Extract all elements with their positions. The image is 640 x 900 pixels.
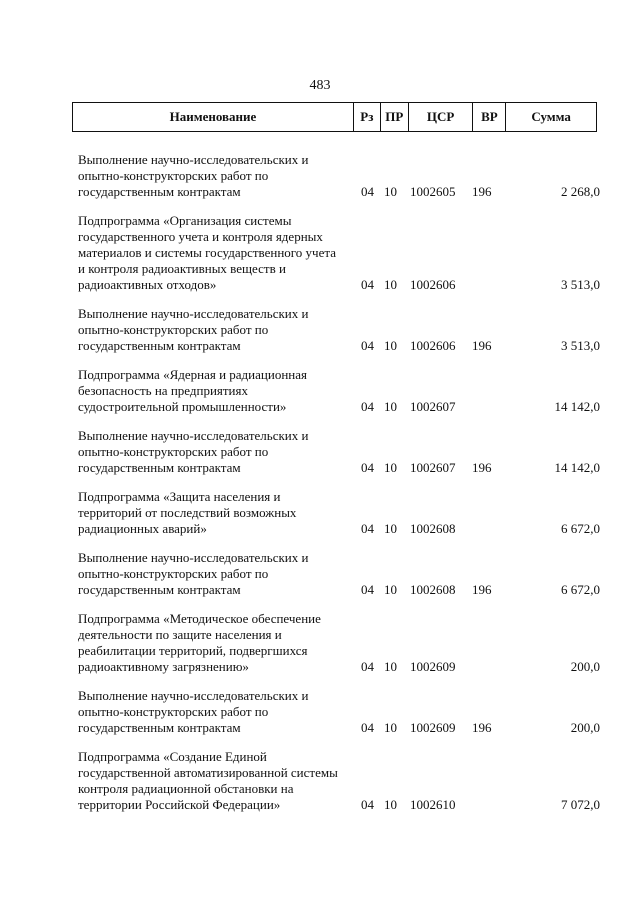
row-codes xyxy=(78,460,600,476)
row-rz: 04 xyxy=(361,399,374,414)
row-csr: 1002607 xyxy=(410,399,456,414)
row-name: Выполнение научно-исследовательских и опытно-конструкторских работ по государственным контрактам xyxy=(78,152,309,199)
row-codes xyxy=(78,521,600,537)
row-csr: 1002608 xyxy=(410,582,456,597)
row-rz: 04 xyxy=(361,582,374,597)
row-rz: 04 xyxy=(361,659,374,674)
row-pr: 10 xyxy=(384,582,397,597)
table-row xyxy=(78,611,600,675)
row-name: Подпрограмма «Защита населения и территорий от последствий возможных радиационных аварий» xyxy=(78,489,297,536)
row-rz: 04 xyxy=(361,521,374,536)
row-csr: 1002608 xyxy=(410,521,456,536)
row-pr: 10 xyxy=(384,720,397,735)
table-row xyxy=(78,152,600,200)
row-pr: 10 xyxy=(384,184,397,199)
table-row xyxy=(78,306,600,354)
row-codes xyxy=(78,582,600,598)
table-body xyxy=(78,152,600,826)
row-pr: 10 xyxy=(384,338,397,353)
table-row xyxy=(78,428,600,476)
row-sum: 6 672,0 xyxy=(561,582,600,597)
row-csr: 1002609 xyxy=(410,659,456,674)
table-row xyxy=(78,688,600,736)
row-name: Выполнение научно-исследовательских и опытно-конструкторских работ по государственным контрактам xyxy=(78,550,309,597)
row-rz: 04 xyxy=(361,184,374,199)
row-codes xyxy=(78,338,600,354)
row-sum: 2 268,0 xyxy=(561,184,600,199)
row-name: Подпрограмма «Методическое обеспечение деятельности по защите населения и реабилитации территорий, подвергшихся радиоактивному загрязнению» xyxy=(78,611,321,674)
row-csr: 1002606 xyxy=(410,277,456,292)
row-vr: 196 xyxy=(472,582,492,597)
row-sum: 14 142,0 xyxy=(554,399,600,414)
header-vr: ВР xyxy=(473,103,506,131)
row-sum: 7 072,0 xyxy=(561,797,600,812)
row-codes xyxy=(78,184,600,200)
row-sum: 200,0 xyxy=(570,720,600,735)
table-header xyxy=(72,102,597,132)
row-sum: 200,0 xyxy=(570,659,600,674)
row-rz: 04 xyxy=(361,338,374,353)
table-row xyxy=(78,749,600,813)
row-pr: 10 xyxy=(384,277,397,292)
header-pr: ПР xyxy=(381,103,409,131)
row-csr: 1002609 xyxy=(410,720,456,735)
row-name: Выполнение научно-исследовательских и опытно-конструкторских работ по государственным контрактам xyxy=(78,688,309,735)
row-csr: 1002606 xyxy=(410,338,456,353)
row-pr: 10 xyxy=(384,460,397,475)
row-pr: 10 xyxy=(384,797,397,812)
row-csr: 1002605 xyxy=(410,184,456,199)
row-rz: 04 xyxy=(361,720,374,735)
header-rz: Рз xyxy=(354,103,381,131)
header-sum: Сумма xyxy=(531,109,571,124)
row-name: Подпрограмма «Ядерная и радиационная безопасность на предприятиях судостроительной промышленности» xyxy=(78,367,307,414)
row-name: Выполнение научно-исследовательских и опытно-конструкторских работ по государственным контрактам xyxy=(78,428,309,475)
row-rz: 04 xyxy=(361,277,374,292)
row-name: Подпрограмма «Создание Единой государственной автоматизированной системы контроля радиационной обстановки на территории Российской Федерации» xyxy=(78,749,338,812)
row-sum: 3 513,0 xyxy=(561,277,600,292)
row-pr: 10 xyxy=(384,521,397,536)
row-pr: 10 xyxy=(384,659,397,674)
row-sum: 6 672,0 xyxy=(561,521,600,536)
row-codes xyxy=(78,720,600,736)
table-row xyxy=(78,550,600,598)
header-name: Наименование xyxy=(73,103,354,131)
row-codes xyxy=(78,659,600,675)
row-vr: 196 xyxy=(472,184,492,199)
row-vr: 196 xyxy=(472,720,492,735)
row-codes xyxy=(78,399,600,415)
row-sum: 3 513,0 xyxy=(561,338,600,353)
row-csr: 1002607 xyxy=(410,460,456,475)
row-csr: 1002610 xyxy=(410,797,456,812)
row-vr: 196 xyxy=(472,338,492,353)
row-rz: 04 xyxy=(361,460,374,475)
table-row xyxy=(78,367,600,415)
page-number: 483 xyxy=(309,78,331,93)
row-name: Выполнение научно-исследовательских и опытно-конструкторских работ по государственным контрактам xyxy=(78,306,309,353)
row-pr: 10 xyxy=(384,399,397,414)
row-vr: 196 xyxy=(472,460,492,475)
header-csr: ЦСР xyxy=(409,103,474,131)
row-rz: 04 xyxy=(361,797,374,812)
table-row xyxy=(78,213,600,293)
row-codes xyxy=(78,797,600,813)
row-sum: 14 142,0 xyxy=(554,460,600,475)
table-row xyxy=(78,489,600,537)
row-name: Подпрограмма «Организация системы государственного учета и контроля ядерных материалов и системы государственного учета и контроля радиоактивных веществ и радиоактивных отходов» xyxy=(78,213,336,292)
row-codes xyxy=(78,277,600,293)
